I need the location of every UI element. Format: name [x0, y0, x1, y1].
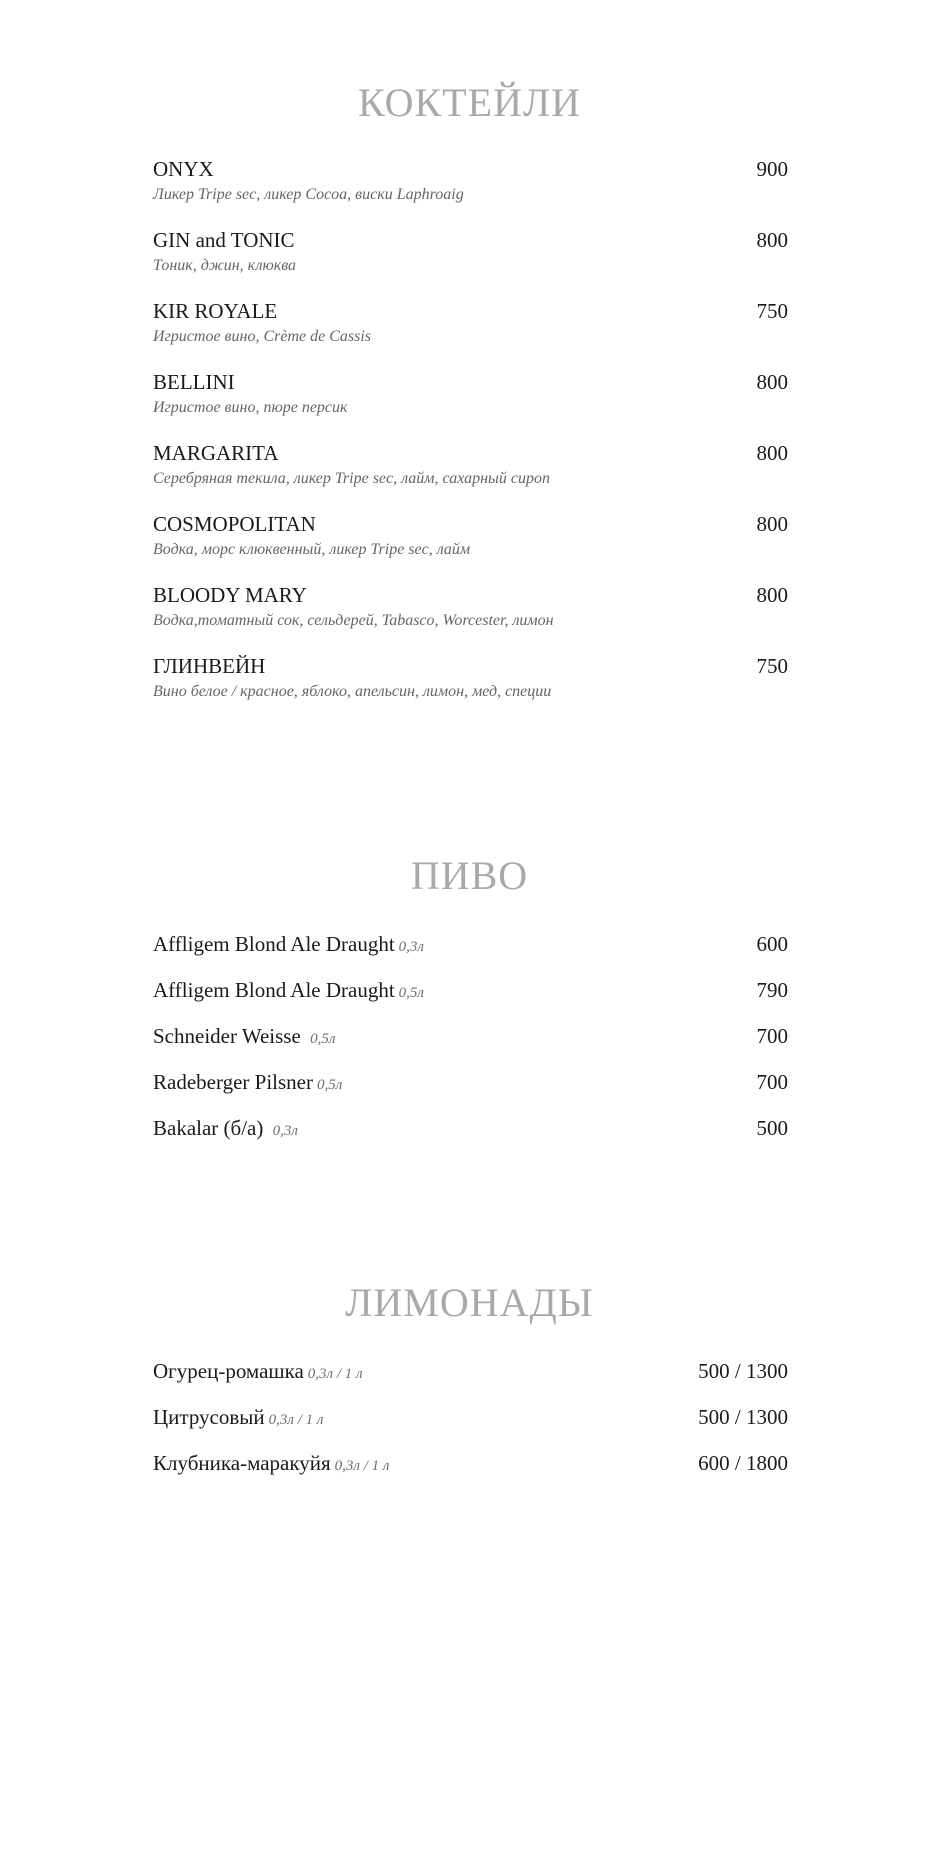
item-description: Водка, морс клюквенный, ликер Tripe sec, лайм: [153, 541, 471, 558]
menu-item: [153, 440, 788, 511]
item-name: Schneider Weisse: [153, 1024, 307, 1048]
item-volume: 0,3л / 1 л: [334, 1458, 390, 1474]
item-name: Огурец-ромашка: [153, 1359, 304, 1383]
item-name-wrap: [153, 1358, 363, 1387]
item-price: 800: [756, 228, 788, 252]
menu-item: [153, 1023, 788, 1069]
beer-title: ПИВО: [410, 853, 529, 898]
item-price: 800: [756, 370, 788, 394]
item-name-wrap: [153, 977, 424, 1006]
item-price: 750: [756, 654, 788, 678]
lemonade-section: [153, 1358, 788, 1496]
item-description: Водка,томатный сок, сельдерей, Tabasco, Worcester, лимон: [153, 612, 554, 629]
item-name-wrap: [153, 931, 424, 960]
item-name-wrap: [153, 1023, 335, 1052]
item-name: GIN and TONIC: [153, 228, 295, 252]
item-name: Affligem Blond Ale Draught: [153, 978, 395, 1002]
cocktails-title: КОКТЕЙЛИ: [357, 80, 582, 125]
item-name: MARGARITA: [153, 441, 279, 465]
item-price: 800: [756, 441, 788, 465]
item-name: ONYX: [153, 157, 214, 181]
item-name: KIR ROYALE: [153, 299, 278, 323]
menu-item: [153, 931, 788, 977]
cocktails-section: [153, 156, 788, 724]
item-volume: 0,3л / 1 л: [268, 1412, 324, 1428]
menu-item: [153, 1450, 788, 1496]
item-price: 900: [756, 157, 788, 181]
item-name: Radeberger Pilsner: [153, 1070, 313, 1094]
item-price: 790: [756, 978, 788, 1002]
item-volume: 0,3л: [272, 1123, 298, 1139]
menu-item: [153, 227, 788, 298]
item-volume: 0,5л: [316, 1077, 343, 1093]
item-name-wrap: [153, 1404, 323, 1433]
item-description: Игристое вино, пюре персик: [153, 399, 348, 416]
item-name-wrap: [153, 1069, 342, 1098]
menu-item: [153, 1358, 788, 1404]
item-description: Вино белое / красное, яблоко, апельсин, лимон, мед, специи: [153, 683, 552, 700]
item-price: 700: [756, 1024, 788, 1048]
beer-section: [153, 931, 788, 1161]
item-name-wrap: [153, 1450, 389, 1479]
item-name: Клубника-маракуйя: [153, 1451, 331, 1475]
item-name-wrap: [153, 1115, 298, 1144]
item-price: 500: [756, 1116, 788, 1140]
item-price: 800: [756, 512, 788, 536]
item-description: Тоник, джин, клюква: [153, 257, 297, 274]
item-price: 700: [756, 1070, 788, 1094]
item-price: 750: [756, 299, 788, 323]
item-name: Цитрусовый: [153, 1405, 265, 1429]
item-name: COSMOPOLITAN: [153, 512, 316, 536]
item-name: ГЛИНВЕЙН: [153, 654, 266, 678]
item-volume: 0,3л: [398, 939, 424, 955]
item-price: 600 / 1800: [698, 1451, 788, 1475]
menu-item: [153, 977, 788, 1023]
lemonade-title: ЛИМОНАДЫ: [345, 1280, 594, 1325]
item-price: 600: [756, 932, 788, 956]
menu-item: [153, 156, 788, 227]
item-volume: 0,3л / 1 л: [307, 1366, 363, 1382]
item-volume: 0,5л: [310, 1031, 336, 1047]
menu-item: [153, 653, 788, 724]
menu-item: [153, 582, 788, 653]
item-description: Ликер Tripe sec, ликер Cocoa, виски Laphroaig: [153, 186, 464, 203]
item-price: 500 / 1300: [698, 1359, 788, 1383]
menu-item: [153, 1069, 788, 1115]
menu-item: [153, 1115, 788, 1161]
item-name: Bakalar (б/а): [153, 1116, 269, 1140]
item-description: Игристое вино, Crème de Cassis: [153, 328, 371, 345]
item-name: BLOODY MARY: [153, 583, 307, 607]
item-name: Affligem Blond Ale Draught: [153, 932, 395, 956]
menu-item: [153, 1404, 788, 1450]
item-volume: 0,5л: [398, 985, 424, 1001]
item-description: Серебряная текила, ликер Tripe sec, лайм, сахарный сироп: [153, 470, 550, 487]
menu-item: [153, 298, 788, 369]
item-name: BELLINI: [153, 370, 235, 394]
item-price: 800: [756, 583, 788, 607]
item-price: 500 / 1300: [698, 1405, 788, 1429]
menu-item: [153, 511, 788, 582]
menu-item: [153, 369, 788, 440]
